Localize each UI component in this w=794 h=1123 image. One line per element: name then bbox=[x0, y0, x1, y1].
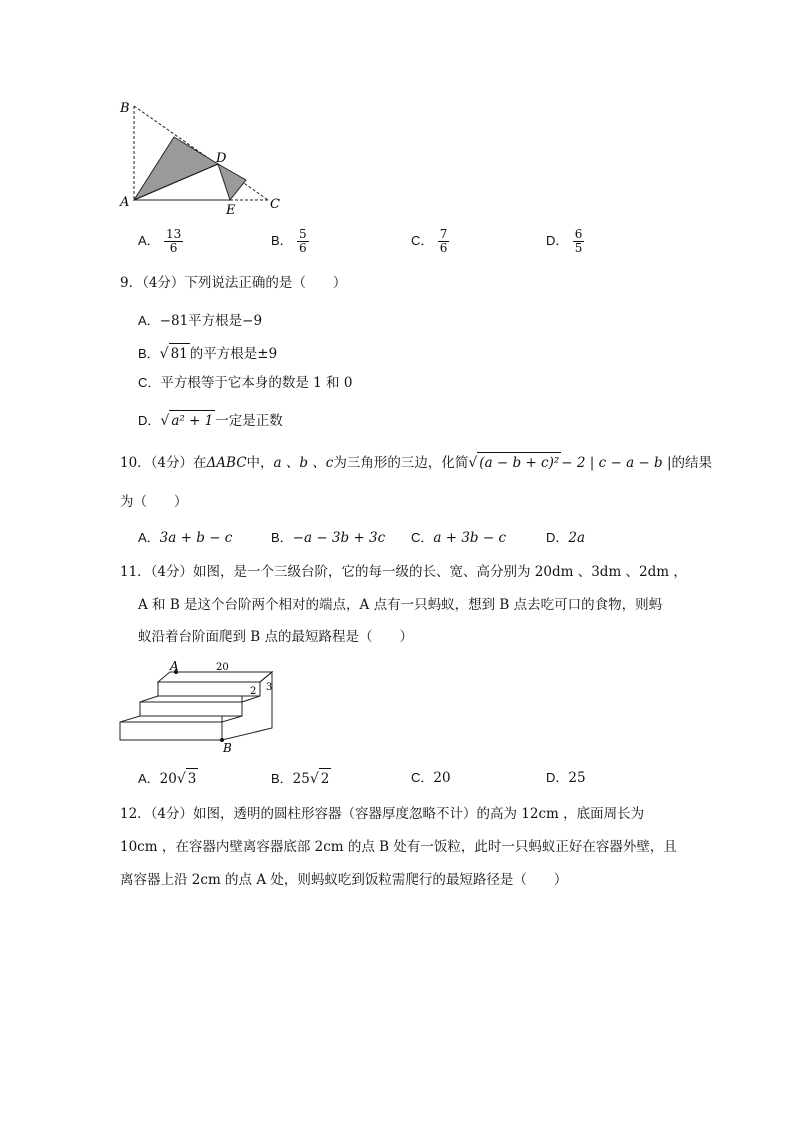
fig8-label-C: C bbox=[270, 197, 280, 212]
q9-stem: 9．（4分）下列说法正确的是（ ） bbox=[120, 275, 347, 291]
q12-stem-line1: 12．（4分）如图，透明的圆柱形容器（容器厚度忽略不计）的高为 12cm ，底面周长为 bbox=[120, 806, 645, 822]
fig11-label-B: B bbox=[223, 741, 232, 755]
q10-stem-line1: 10．（4分）在ΔABC中，a 、b 、c为三角形的三边，化简√ (a − b + c)² − 2 | c − a − b |的结果 bbox=[120, 452, 712, 473]
q10-option-b: B．−a − 3b + 3c bbox=[271, 530, 386, 546]
q8-option-c: C． $\frac{7}{6}$ bbox=[411, 227, 448, 255]
q12-stem-line3: 离容器上沿 2cm 的点 A 处，则蚂蚁吃到饭粒需爬行的最短路径是（ ） bbox=[120, 872, 568, 888]
q10-option-d: D．2a bbox=[546, 530, 586, 546]
q11-option-a: A．20√ 3 bbox=[138, 768, 198, 789]
fig8-label-D: D bbox=[216, 151, 227, 166]
q10-option-c: C．a + 3b − c bbox=[411, 530, 507, 546]
q12-stem-line2: 10cm ，在容器内壁离容器底部 2cm 的点 B 处有一饭粒，此时一只蚂蚁正好在容器外壁，且 bbox=[120, 839, 677, 855]
fig11-label-3: 3 bbox=[266, 682, 273, 693]
fraction: $\frac{6}{5}$ bbox=[574, 227, 583, 255]
q11-option-c: C．20 bbox=[411, 770, 451, 786]
fig8-label-B: B bbox=[120, 101, 130, 116]
fraction: $\frac{13}{6}$ bbox=[165, 227, 182, 255]
fig8-label-E: E bbox=[226, 203, 236, 216]
fraction: $\frac{7}{6}$ bbox=[439, 227, 448, 255]
q8-option-a: A． $\frac{13}{6}$ bbox=[138, 227, 182, 255]
q11-stem-line3: 蚁沿着台阶面爬到 B 点的最短路程是（ ） bbox=[138, 629, 414, 645]
fig11-label-2: 2 bbox=[250, 686, 257, 697]
q10-stem-line2: 为（ ） bbox=[120, 494, 188, 510]
q8-triangle-figure bbox=[112, 96, 292, 216]
q10-option-a: A．3a + b − c bbox=[138, 530, 233, 546]
q9-option-d: D．√ a² + 1 一定是正数 bbox=[138, 410, 283, 431]
q11-option-b: B．25√ 2 bbox=[271, 768, 331, 789]
q9-option-b: B．√ 81 的平方根是±9 bbox=[138, 343, 277, 364]
q11-staircase-figure bbox=[112, 660, 302, 756]
q11-option-d: D．25 bbox=[546, 770, 586, 786]
fraction: $\frac{5}{6}$ bbox=[298, 227, 307, 255]
q8-option-b: B． $\frac{5}{6}$ bbox=[271, 227, 307, 255]
q11-stem-line2: A 和 B 是这个台阶两个相对的端点，A 点有一只蚂蚁，想到 B 点去吃可口的食物，则蚂 bbox=[138, 597, 663, 613]
fig11-label-20: 20 bbox=[216, 662, 229, 673]
q9-option-a: A．−81平方根是−9 bbox=[138, 313, 263, 329]
q11-stem-line1: 11．（4分）如图，是一个三级台阶，它的每一级的长、宽、高分别为 20dm 、3dm 、2dm ， bbox=[120, 564, 687, 580]
fig8-label-A: A bbox=[120, 195, 130, 210]
fig11-label-A: A bbox=[170, 660, 179, 673]
q9-option-c: C．平方根等于它本身的数是 1 和 0 bbox=[138, 375, 353, 391]
q8-option-d: D． $\frac{6}{5}$ bbox=[546, 227, 583, 255]
